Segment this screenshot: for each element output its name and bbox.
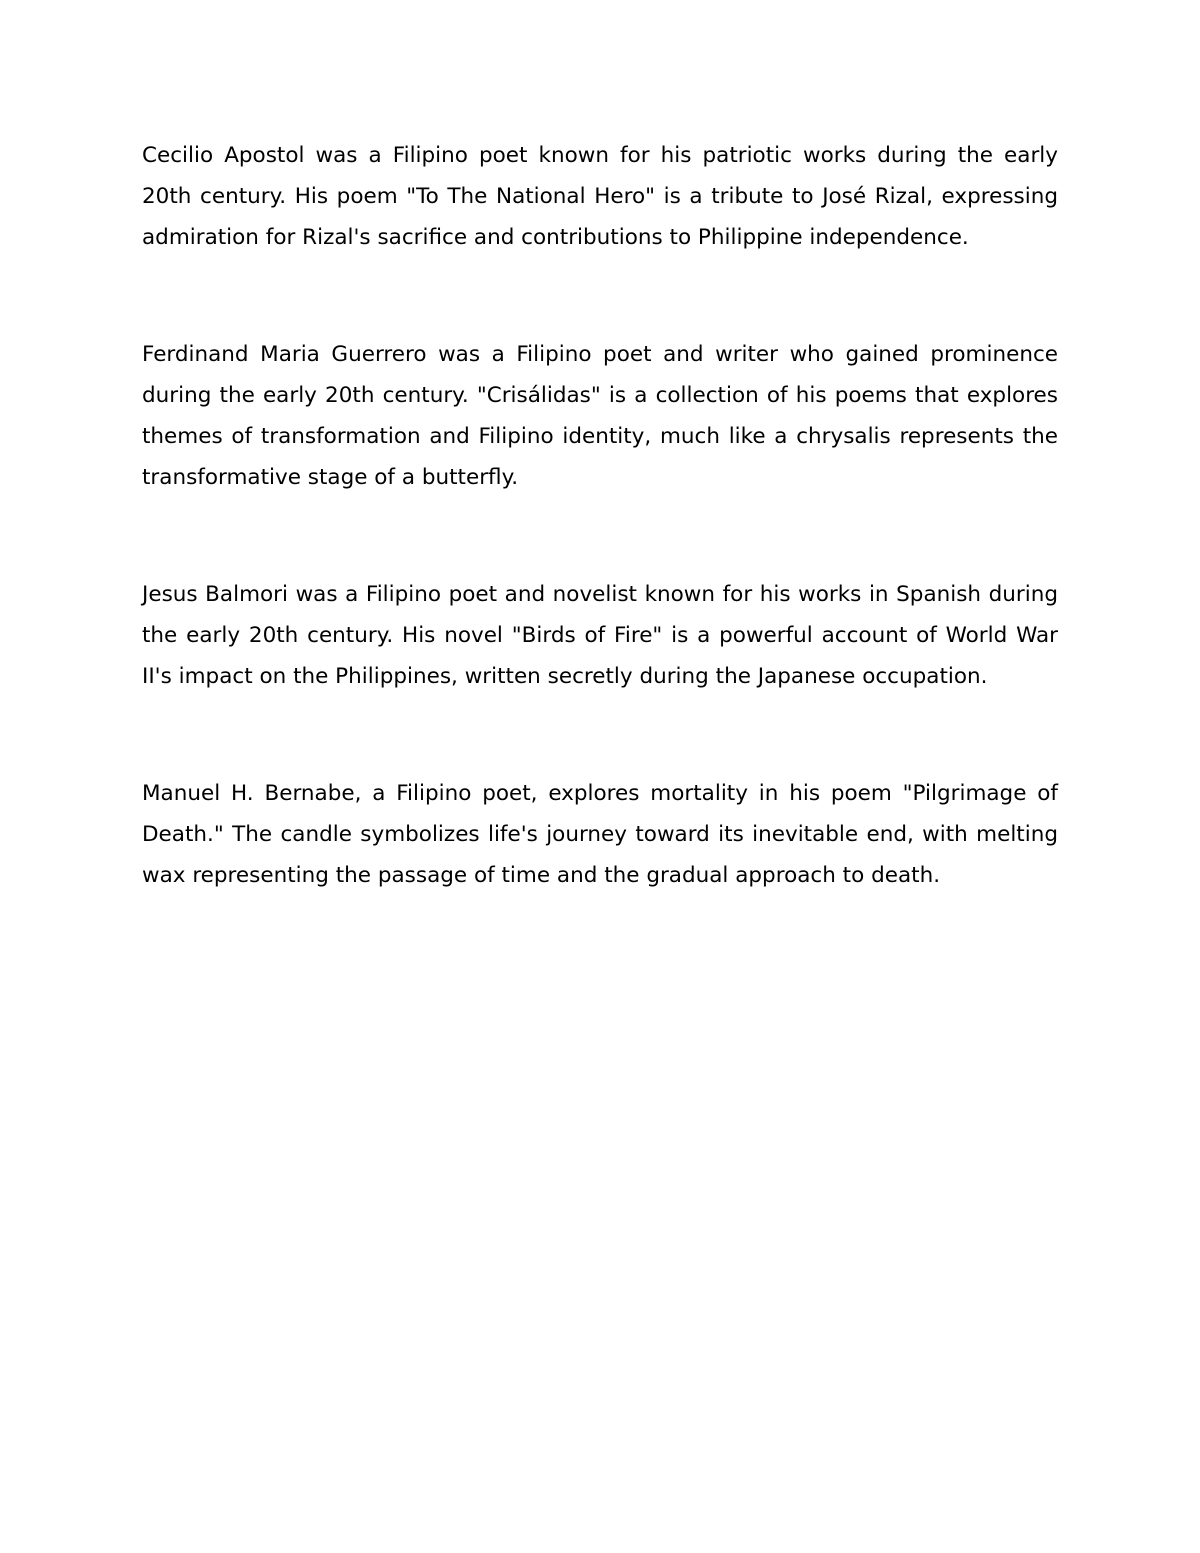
paragraph-jesus-balmori: Jesus Balmori was a Filipino poet and novelist known for his works in Spanish during the early 20th century. His novel "Birds of Fire" is a powerful account of World War II's impact on the Philippines, written secretly during the Japanese occupation. — [142, 582, 1058, 689]
paragraph-manuel-bernabe: Manuel H. Bernabe, a Filipino poet, explores mortality in his poem "Pilgrimage of Death." The candle symbolizes life's journey toward its inevitable end, with melting wax representing the passage of time and the gradual approach to death. — [142, 781, 1058, 888]
paragraph-ferdinand-guerrero: Ferdinand Maria Guerrero was a Filipino poet and writer who gained prominence during the early 20th century. "Crisálidas" is a collection of his poems that explores themes of transformation and Filipino identity, much like a chrysalis represents the transformative stage of a butterfly. — [142, 342, 1058, 490]
document-body — [142, 135, 1058, 972]
paragraph-cecilio-apostol: Cecilio Apostol was a Filipino poet known for his patriotic works during the early 20th century. His poem "To The National Hero" is a tribute to José Rizal, expressing admiration for Rizal's sacrifice and contributions to Philippine independence. — [142, 143, 1058, 250]
